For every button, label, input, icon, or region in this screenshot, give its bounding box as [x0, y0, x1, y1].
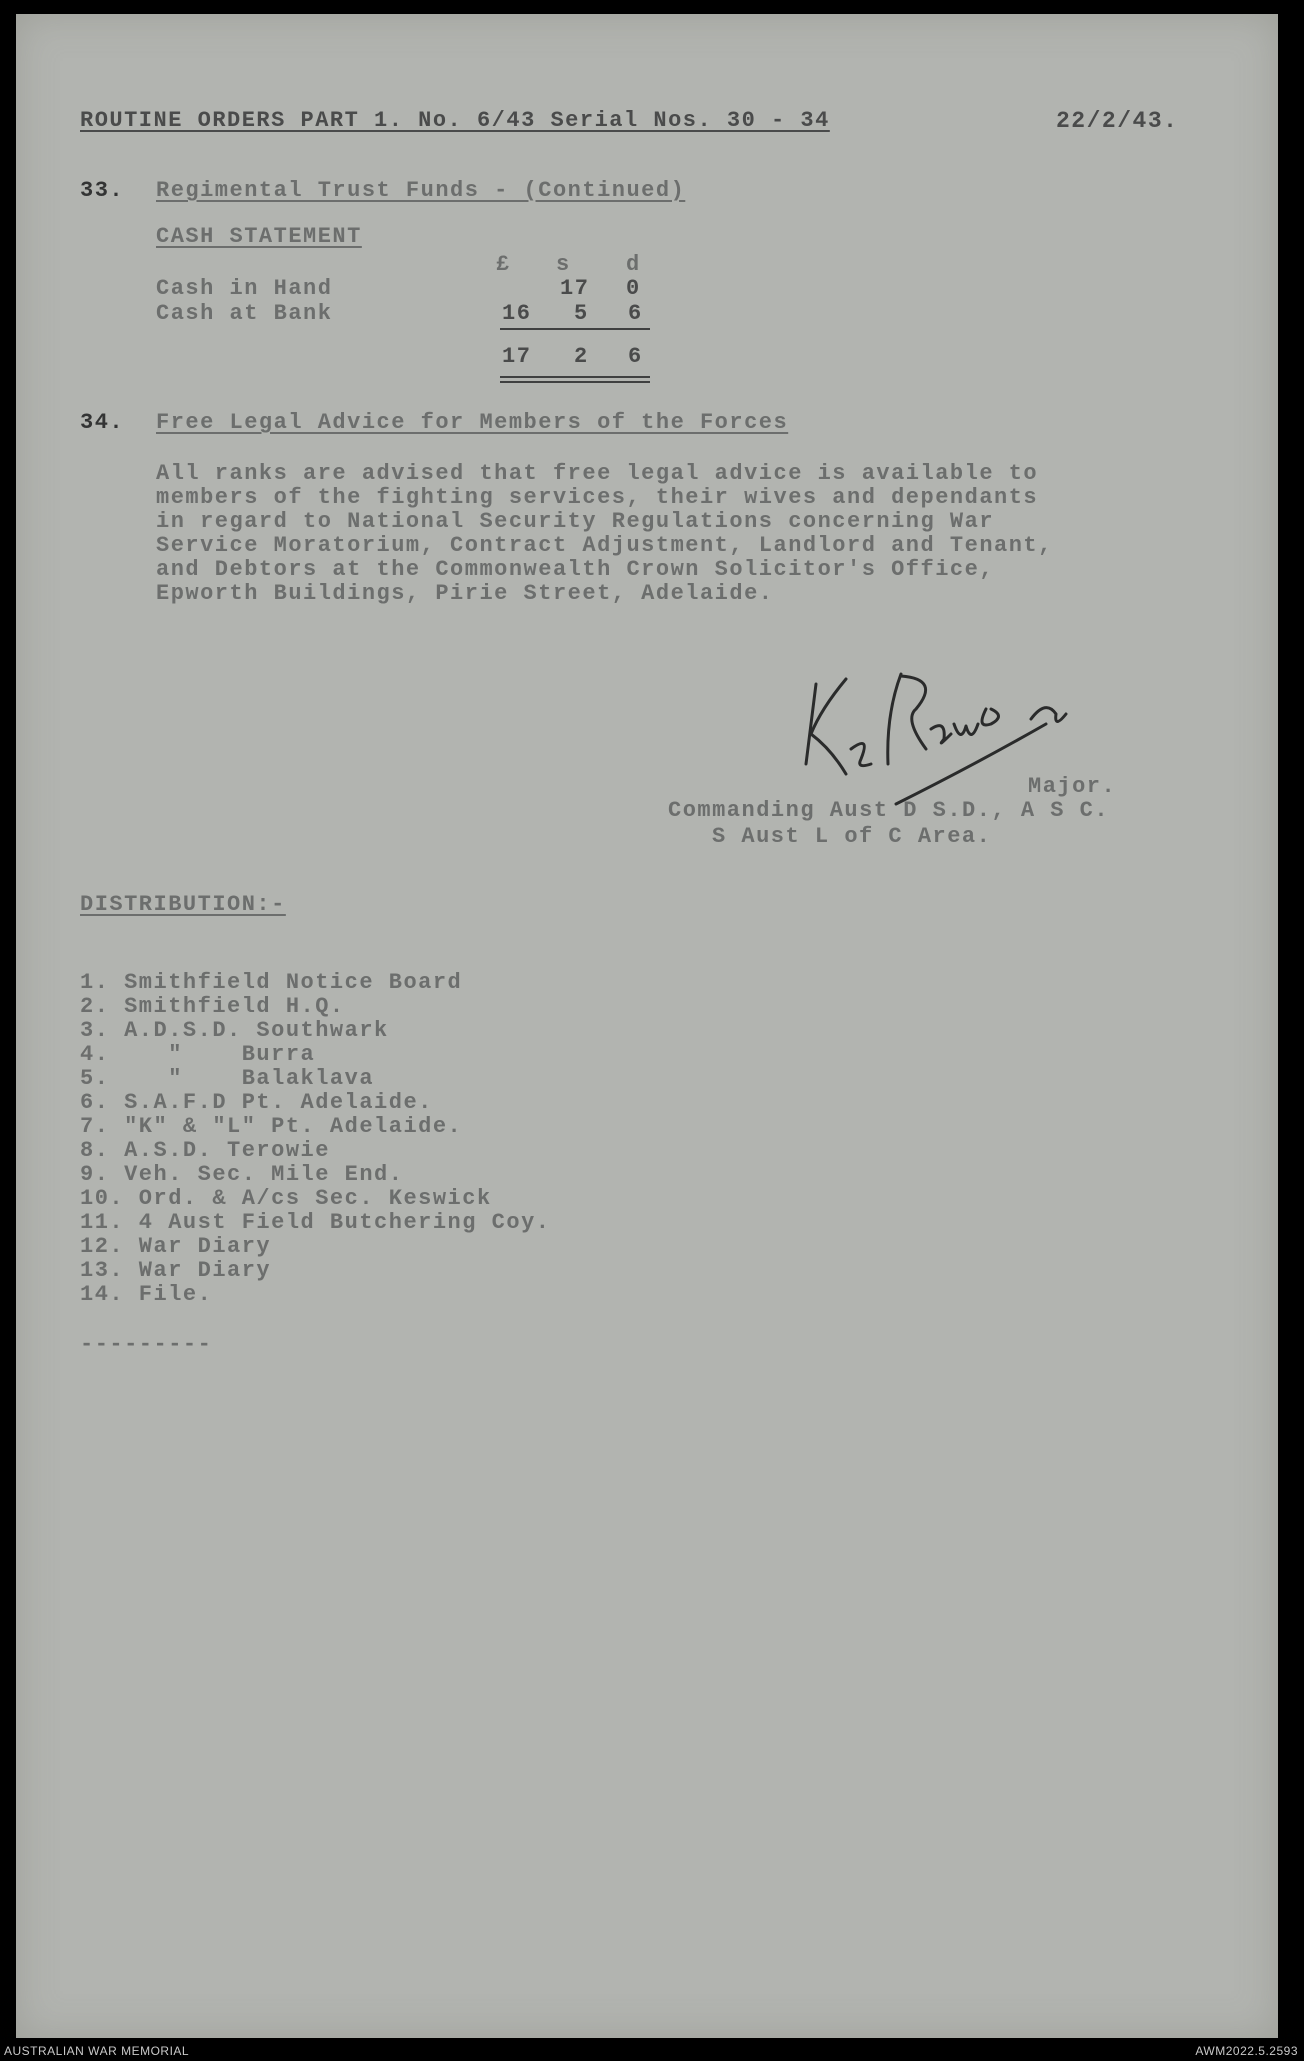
subtotal-rule [500, 328, 650, 330]
item-34-body-line: All ranks are advised that free legal advice is available to [156, 461, 1039, 486]
item-34-body-line: and Debtors at the Commonwealth Crown Solicitor's Office, [156, 557, 995, 582]
distribution-item: 10. Ord. & A/cs Sec. Keswick [80, 1186, 492, 1211]
footer-archive-name: AUSTRALIAN WAR MEMORIAL [4, 2044, 190, 2058]
signatory-rank: Major. [1028, 774, 1117, 799]
distribution-end-mark: --------- [80, 1332, 213, 1357]
document-header-title: ROUTINE ORDERS PART 1. No. 6/43 Serial Nos. 30 - 34 [80, 108, 830, 133]
total-shillings: 2 [574, 344, 589, 369]
column-pounds: £ [496, 252, 511, 277]
footer-accession-number: AWM2022.5.2593 [1195, 2044, 1298, 2058]
item-34-body-line: in regard to National Security Regulations concerning War [156, 509, 995, 534]
distribution-item: 12. War Diary [80, 1234, 272, 1259]
distribution-item: 13. War Diary [80, 1258, 272, 1283]
distribution-item: 9. Veh. Sec. Mile End. [80, 1162, 404, 1187]
distribution-item: 11. 4 Aust Field Butchering Coy. [80, 1210, 551, 1235]
signatory-title-line-2: S Aust L of C Area. [712, 824, 992, 849]
distribution-item: 6. S.A.F.D Pt. Adelaide. [80, 1090, 433, 1115]
distribution-item: 7. "K" & "L" Pt. Adelaide. [80, 1114, 463, 1139]
item-34-number: 34. [80, 410, 125, 435]
total-double-rule-top [500, 376, 650, 378]
item-33-number: 33. [80, 178, 125, 203]
cash-row-pence: 6 [628, 301, 643, 326]
distribution-heading: DISTRIBUTION:- [80, 892, 286, 917]
signatory-title-line-1: Commanding Aust D S.D., A S C. [668, 798, 1110, 823]
cash-row-shillings: 17 [560, 276, 590, 301]
item-34-title: Free Legal Advice for Members of the Forces [156, 410, 789, 435]
cash-statement-label: CASH STATEMENT [156, 224, 362, 249]
distribution-item: 5. " Balaklava [80, 1066, 375, 1091]
item-34-body-line: members of the fighting services, their wives and dependants [156, 485, 1039, 510]
column-pence: d [626, 252, 641, 277]
cash-row-pounds: 16 [502, 301, 532, 326]
document-page [16, 14, 1278, 2038]
cash-row-label: Cash in Hand [156, 276, 333, 301]
total-double-rule-bottom [500, 381, 650, 383]
distribution-item: 2. Smithfield H.Q. [80, 994, 345, 1019]
total-pounds: 17 [502, 344, 532, 369]
total-pence: 6 [628, 344, 643, 369]
item-33-title: Regimental Trust Funds - (Continued) [156, 178, 686, 203]
item-34-body-line: Epworth Buildings, Pirie Street, Adelaide. [156, 581, 774, 606]
distribution-item: 8. A.S.D. Terowie [80, 1138, 330, 1163]
item-34-body-line: Service Moratorium, Contract Adjustment, Landlord and Tenant, [156, 533, 1053, 558]
cash-row-pence: 0 [626, 276, 641, 301]
document-date: 22/2/43. [1056, 108, 1179, 134]
distribution-item: 14. File. [80, 1282, 213, 1307]
distribution-item: 1. Smithfield Notice Board [80, 970, 463, 995]
distribution-item: 4. " Burra [80, 1042, 316, 1067]
column-shillings: s [556, 252, 571, 277]
cash-row-label: Cash at Bank [156, 301, 333, 326]
cash-row-shillings: 5 [574, 301, 589, 326]
distribution-item: 3. A.D.S.D. Southwark [80, 1018, 389, 1043]
